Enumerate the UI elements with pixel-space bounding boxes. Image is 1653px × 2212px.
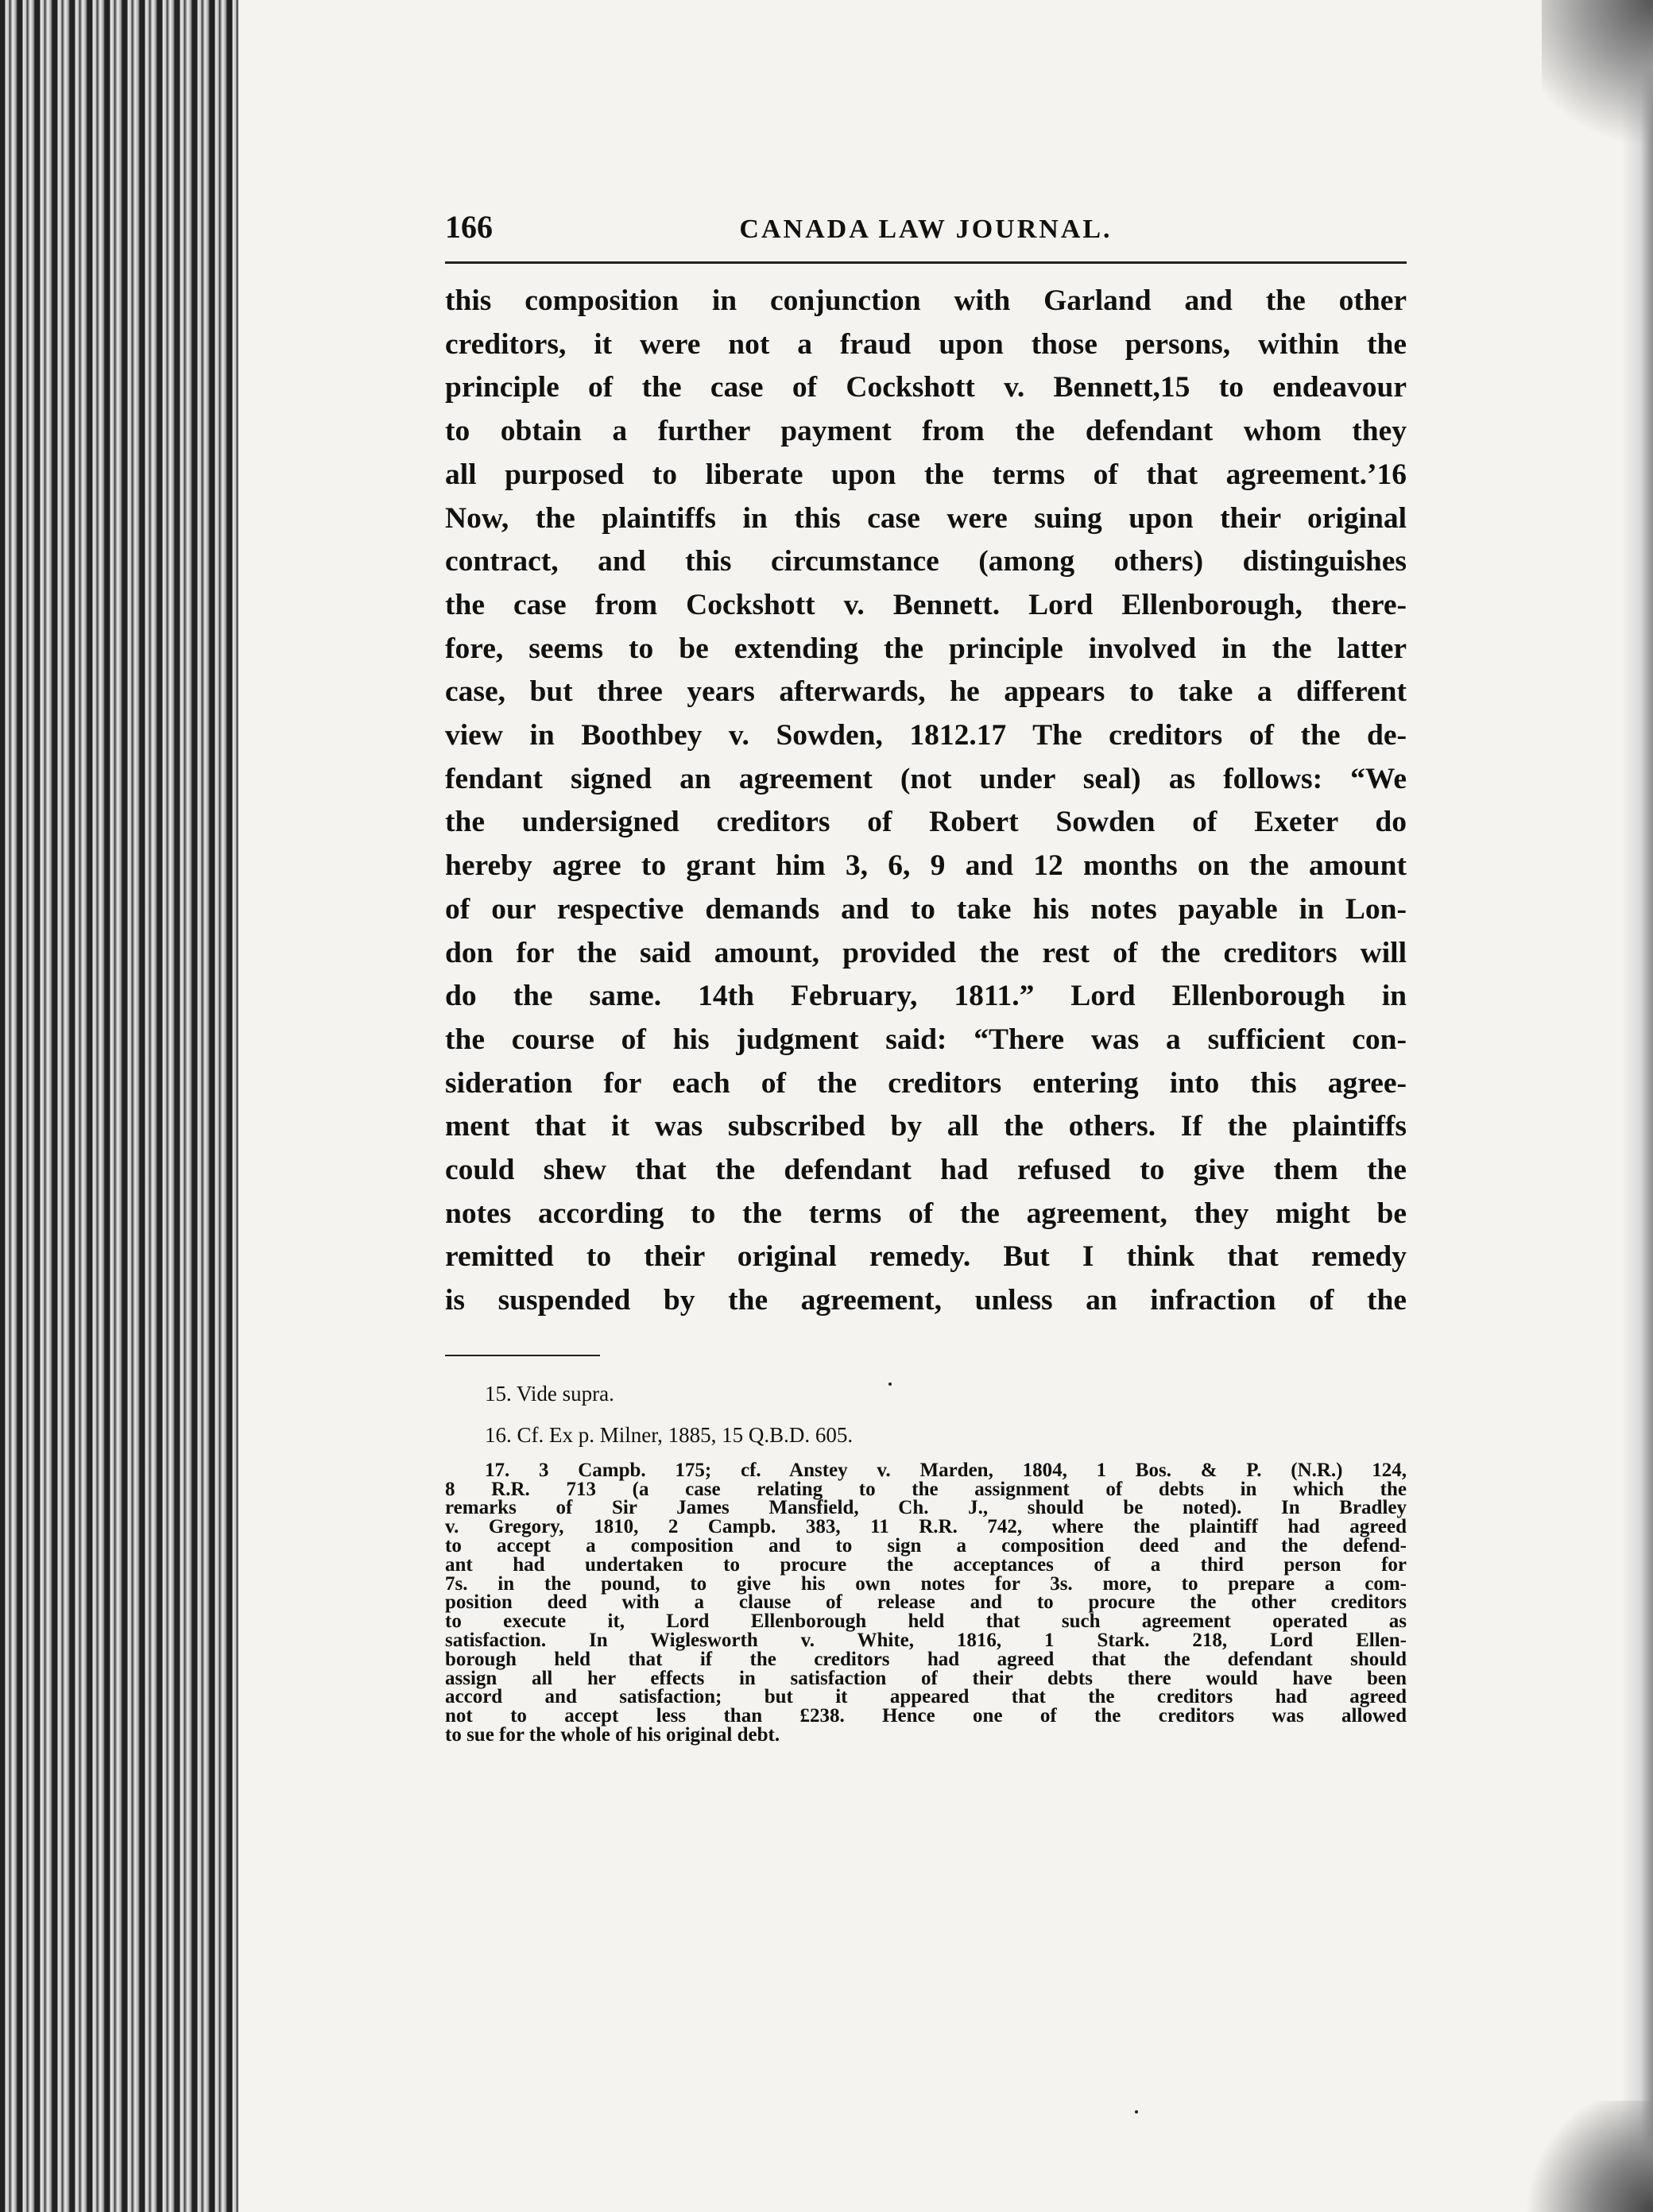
body-line: the case from Cockshott v. Bennett. Lord Ellenborough, there-	[445, 588, 1407, 621]
footnote-16: 16. Cf. Ex p. Milner, 1885, 15 Q.B.D. 605.	[485, 1422, 854, 1447]
footnote-17-line: 8 R.R. 713 (a case relating to the assignment of debts in which the	[445, 1478, 1407, 1500]
body-line: this composition in conjunction with Garland and the other	[445, 284, 1407, 317]
page-corner-shadow-bottom-right	[1526, 2101, 1653, 2212]
body-line: of our respective demands and to take his notes payable in Lon-	[445, 892, 1407, 926]
page-right-edge-shadow	[1621, 0, 1653, 2212]
body-line: to obtain a further payment from the defendant whom they	[445, 415, 1407, 448]
body-line: is suspended by the agreement, unless an infraction of the	[445, 1284, 1407, 1317]
body-line: sideration for each of the creditors entering into this agree-	[445, 1066, 1407, 1100]
footnote-17-line: remarks of Sir James Mansfield, Ch. J., should be noted). In Bradley	[445, 1497, 1407, 1519]
page-content	[445, 208, 1407, 1745]
footnote-17-line: accord and satisfaction; but it appeared that the creditors had agreed	[445, 1686, 1407, 1708]
body-line: remitted to their original remedy. But I think that remedy	[445, 1240, 1407, 1274]
footnote-separator-rule	[445, 1355, 600, 1356]
body-line: ment that it was subscribed by all the others. If the plaintiffs	[445, 1110, 1407, 1143]
footnote-17-line: v. Gregory, 1810, 2 Campb. 383, 11 R.R. 742, where the plaintiff had agreed	[445, 1516, 1407, 1538]
page-number: 166	[445, 209, 493, 245]
body-line: fore, seems to be extending the principle involved in the latter	[445, 632, 1407, 665]
body-line: case, but three years afterwards, he appears to take a different	[445, 675, 1407, 709]
footnote-17-line: satisfaction. In Wiglesworth v. White, 1816, 1 Stark. 218, Lord Ellen-	[445, 1630, 1407, 1652]
footnote-17-line: assign all her effects in satisfaction of their debts there would have been	[445, 1667, 1407, 1689]
body-line: principle of the case of Cockshott v. Bennett,15 to endeavour	[445, 371, 1407, 404]
scan-speck	[1135, 2110, 1138, 2113]
body-line: fendant signed an agreement (not under seal) as follows: “We	[445, 762, 1407, 795]
page-corner-shadow-top-right	[1542, 0, 1653, 159]
body-line: view in Boothbey v. Sowden, 1812.17 The creditors of the de-	[445, 719, 1407, 752]
footnote-17	[445, 1461, 1407, 1745]
footnote-17-line: to sue for the whole of his original debt.	[445, 1724, 780, 1746]
body-line: could shew that the defendant had refused to give them the	[445, 1154, 1407, 1187]
footnote-17-line: ant had undertaken to procure the acceptances of a third person for	[445, 1553, 1407, 1576]
body-line: the undersigned creditors of Robert Sowden of Exeter do	[445, 806, 1407, 839]
scanned-binding-edge	[0, 0, 238, 2212]
body-line: Now, the plaintiffs in this case were suing upon their original	[445, 501, 1407, 535]
footnote-17-line: to accept a composition and to sign a composition deed and the defend-	[445, 1535, 1407, 1557]
footnote-15: 15. Vide supra.	[485, 1381, 614, 1406]
body-line: creditors, it were not a fraud upon those persons, within the	[445, 327, 1407, 361]
body-line: all purposed to liberate upon the terms of that agreement.’16	[445, 458, 1407, 491]
body-line: don for the said amount, provided the rest of the creditors will	[445, 936, 1407, 969]
body-line: hereby agree to grant him 3, 6, 9 and 12 months on the amount	[445, 849, 1407, 883]
footnote-17-line: borough held that if the creditors had agreed that the defendant should	[445, 1648, 1407, 1670]
scan-speck	[888, 1382, 892, 1386]
footnote-17-line: 7s. in the pound, to give his own notes for 3s. more, to prepare a com-	[445, 1572, 1407, 1595]
body-text	[445, 280, 1407, 1323]
body-line: contract, and this circumstance (among others) distinguishes	[445, 545, 1407, 578]
footnote-17-line: to execute it, Lord Ellenborough held that such agreement operated as	[445, 1611, 1407, 1633]
body-line: do the same. 14th February, 1811.” Lord Ellenborough in	[445, 980, 1407, 1013]
body-line: notes according to the terms of the agreement, they might be	[445, 1197, 1407, 1230]
footnote-17-line: not to accept less than £238. Hence one of the creditors was allowed	[445, 1705, 1407, 1727]
footnote-17-line: 17. 3 Campb. 175; cf. Anstey v. Marden, 1804, 1 Bos. & P. (N.R.) 124,	[485, 1459, 1407, 1481]
running-header	[445, 208, 1407, 264]
body-line: the course of his judgment said: “There was a sufficient con-	[445, 1023, 1407, 1056]
footnote-17-line: position deed with a clause of release and to procure the other creditors	[445, 1591, 1407, 1614]
journal-title: CANADA LAW JOURNAL.	[739, 215, 1113, 244]
